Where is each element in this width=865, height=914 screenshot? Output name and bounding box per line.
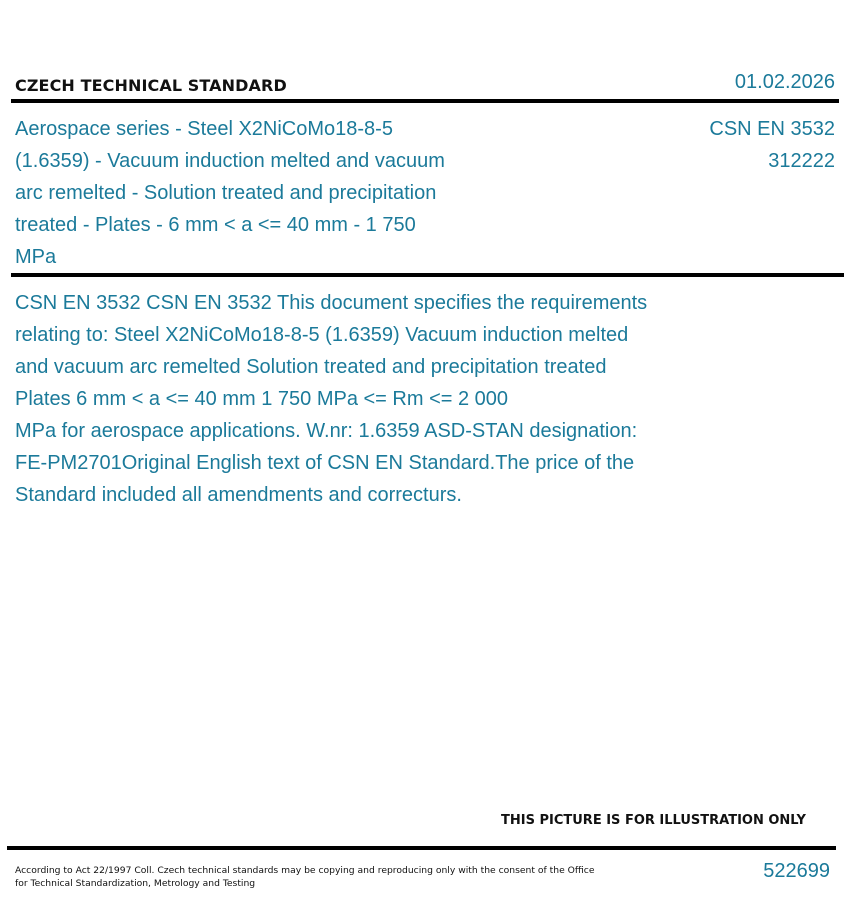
illustration-disclaimer: THIS PICTURE IS FOR ILLUSTRATION ONLY	[501, 813, 806, 828]
standard-identifier	[709, 113, 835, 177]
standard-title: Aerospace series - Steel X2NiCoMo18-8-5 (1.6359) - Vacuum induction melted and vacuum arc remelted - Solution treated and precipitation treated - Plates - 6 mm < a <= 40 mm - 1 750 MPa	[15, 118, 445, 268]
class-number: 312222	[768, 150, 835, 172]
document-id: 522699	[763, 860, 830, 882]
issue-date: 01.02.2026	[734, 71, 835, 93]
footer-divider	[7, 846, 836, 850]
header-divider	[11, 99, 839, 103]
standard-description: CSN EN 3532 CSN EN 3532 This document specifies the requirements relating to: Steel X2NiCoMo18-8-5 (1.6359) Vacuum induction melted and vacuum arc remelted Solution treated and precipitation treated Plates 6 mm < a <= 40 mm 1 750 MPa <= Rm <= 2 000 MPa for aerospace applications. W.nr: 1.6359 ASD-STAN designation: FE-PM2701Original English text of CSN EN Standard.The price of the Standard included all amendments and correcturs.	[15, 292, 648, 506]
standard-code: CSN EN 3532	[709, 118, 835, 140]
document-type-heading: CZECH TECHNICAL STANDARD	[15, 76, 287, 95]
title-divider	[11, 273, 844, 277]
legal-notice: According to Act 22/1997 Coll. Czech technical standards may be copying and reproducing only with the consent of the Office for Technical Standardization, Metrology and Testing	[15, 865, 595, 889]
